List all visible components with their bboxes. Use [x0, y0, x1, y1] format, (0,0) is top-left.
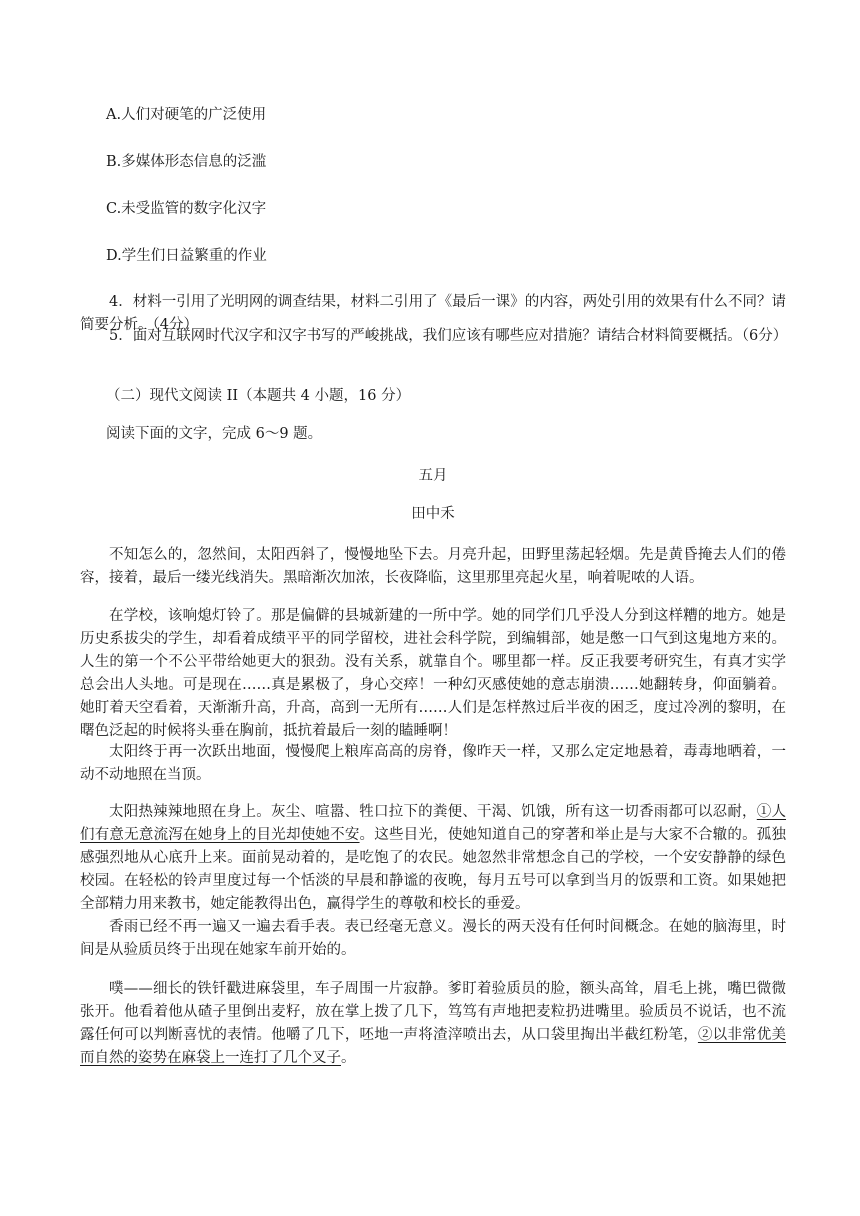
article-author: 田中禾 — [411, 506, 455, 522]
article-paragraph-3: 太阳终于再一次跃出地面，慢慢爬上粮库高高的房脊，像昨天一样，又那么定定地悬着，毒毒地晒着，一动不动地照在当顶。 — [80, 744, 786, 783]
article-paragraph-6 — [80, 978, 786, 1070]
option-a: A.人们对硬笔的广泛使用 — [106, 107, 267, 123]
option-c: C.未受监管的数字化汉字 — [106, 201, 267, 217]
question-5: 5．面对互联网时代汉字和汉字书写的严峻挑战，我们应该有哪些应对措施？请结合材料简要概括。（6分） — [109, 328, 788, 344]
question-4: 4．材料一引用了光明网的调查结果，材料二引用了《最后一课》的内容，两处引用的效果有什么不同？请简要分析。（4分） — [80, 294, 786, 333]
article-paragraph-2: 在学校，该响熄灯铃了。那是偏僻的县城新建的一所中学。她的同学们几乎没人分到这样糟的地方。她是历史系拔尖的学生，却看着成绩平平的同学留校，进社会科学院，到编辑部，她是憋一口气到这鬼地方来的。人生的第一个不公平带给她更大的狠劲。没有关系，就靠自个。哪里都一样。反正我要考研究生，有真才实学总会出人头地。可是现在……真是累极了，身心交瘁！一种幻灭感使她的意志崩溃……她翻转身，仰面躺着。她盯着天空看着，天渐渐升高，升高，高到一无所有……人们是怎样熬过后半夜的困乏，度过冷冽的黎明，在曙色泛起的时候将头垂在胸前，抵抗着最后一刻的瞌睡啊！ — [80, 608, 786, 739]
article-paragraph-5: 香雨已经不再一遍又一遍去看手表。表已经毫无意义。漫长的两天没有任何时间概念。在她的脑海里，时间是从验质员终于出现在她家车前开始的。 — [80, 919, 786, 958]
article-title: 五月 — [418, 468, 448, 484]
article-paragraph-4 — [80, 801, 786, 916]
underlined-sentence-2: ②以非常优美而自然的姿势在麻袋上一连打了几个叉子 — [80, 1027, 787, 1066]
paragraph-4-text-a: 太阳热辣辣地照在身上。灰尘、喧嚣、牲口拉下的粪便、干渴、饥饿，所有这一切香雨都可以忍耐， — [109, 804, 757, 820]
article-paragraph-1: 不知怎么的，忽然间，太阳西斜了，慢慢地坠下去。月亮升起，田野里荡起轻烟。先是黄昏掩去人们的倦容，接着，最后一缕光线消失。黑暗渐次加浓，长夜降临，这里那里亮起火星，响着呢哝的人语。 — [80, 547, 786, 586]
reading-instruction: 阅读下面的文字，完成 6～9 题。 — [106, 426, 323, 442]
option-b: B.多媒体形态信息的泛滥 — [106, 154, 267, 170]
paragraph-6-text-a: 噗——细长的铁钎戳进麻袋里，车子周围一片寂静。爹盯着验质员的脸，额头高耸，眉毛上挑，嘴巴微微张开。他看着他从碴子里倒出麦籽，放在掌上拨了几下，笃笃有声地把麦粒扔进嘴里。验质员不说话，也不流露任何可以判断喜忧的表情。他嚼了几下，呸地一声将渣滓喷出去，从口袋里掏出半截红粉笔， — [80, 981, 786, 1043]
underlined-sentence-1: ①人们有意无意流泻在她身上的目光却使她不安 — [80, 804, 787, 843]
document-page — [80, 0, 786, 1216]
paragraph-4-text-b: 。这些目光，使她知道自己的穿著和举止是与大家不合辙的。孤独感强烈地从心底升上来。面前晃动着的，是吃饱了的农民。她忽然非常想念自己的学校，一个安安静静的绿色校园。在轻松的铃声里度过每一个恬淡的早晨和静谧的夜晚，每月五号可以拿到当月的饭票和工资。如果她把全部精力用来教书，她定能教得出色，赢得学生的尊敬和校长的垂爱。 — [80, 827, 787, 912]
paragraph-6-text-b: 。 — [341, 1050, 356, 1066]
option-d: D.学生们日益繁重的作业 — [106, 248, 267, 264]
section-title: （二）现代文阅读 II（本题共 4 小题，16 分） — [106, 388, 411, 404]
